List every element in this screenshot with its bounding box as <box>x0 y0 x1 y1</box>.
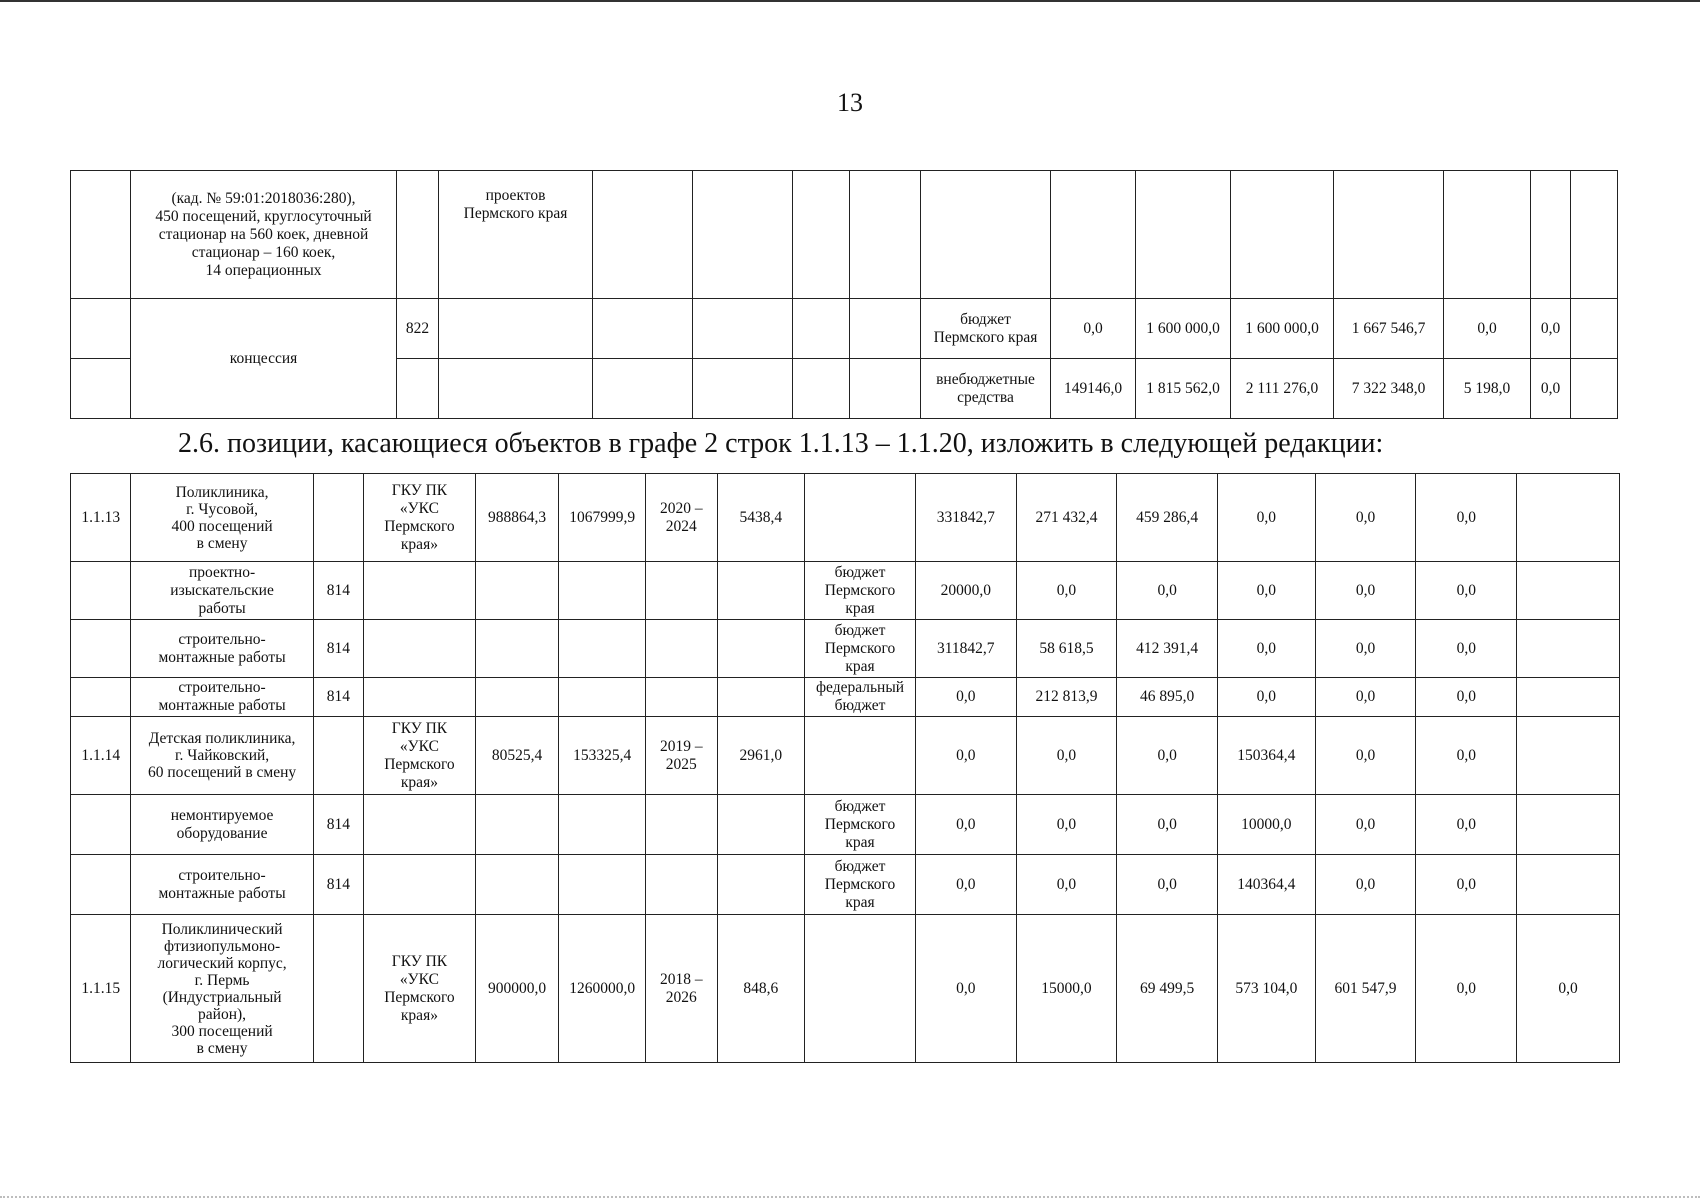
value-cell: 0,0 <box>1531 299 1571 359</box>
value-cell: 0,0 <box>1315 717 1416 795</box>
row-number: 1.1.13 <box>71 474 131 562</box>
value-cell: 149146,0 <box>1051 359 1136 419</box>
row-number: 1.1.14 <box>71 717 131 795</box>
row-number: 1.1.15 <box>71 915 131 1063</box>
value-cell: 459 286,4 <box>1117 474 1218 562</box>
value-cell: 46 895,0 <box>1117 678 1218 717</box>
funding-source: бюджет Пермского края <box>805 855 916 915</box>
budget-code: 814 <box>313 795 363 855</box>
cost-cell: 80525,4 <box>475 717 559 795</box>
value-cell <box>1517 620 1620 678</box>
value-cell: 0,0 <box>1016 795 1117 855</box>
value-cell <box>1517 678 1620 717</box>
value-cell: 0,0 <box>1416 474 1517 562</box>
value-cell: 311842,7 <box>915 620 1016 678</box>
object-name: Детская поликлиника, г. Чайковский, 60 посещений в смену <box>131 717 313 795</box>
value-cell: 5 198,0 <box>1444 359 1531 419</box>
area-cell: 2961,0 <box>717 717 805 795</box>
object-row <box>71 915 1620 1063</box>
value-cell: 0,0 <box>1315 474 1416 562</box>
customer-cell: ГКУ ПК «УКС Пермского края» <box>364 474 476 562</box>
value-cell: 20000,0 <box>915 562 1016 620</box>
value-cell: 271 432,4 <box>1016 474 1117 562</box>
value-cell: 15000,0 <box>1016 915 1117 1063</box>
value-cell: 0,0 <box>1117 717 1218 795</box>
value-cell: 0,0 <box>1315 620 1416 678</box>
value-cell: 0,0 <box>1016 562 1117 620</box>
value-cell: 140364,4 <box>1218 855 1316 915</box>
value-cell: 0,0 <box>1218 678 1316 717</box>
value-cell: 0,0 <box>1315 795 1416 855</box>
cost-cell: 153325,4 <box>559 717 646 795</box>
sub-row <box>71 795 1620 855</box>
object-row <box>71 717 1620 795</box>
value-cell <box>1517 474 1620 562</box>
customer-cell: ГКУ ПК «УКС Пермского края» <box>364 717 476 795</box>
value-cell: 0,0 <box>1416 795 1517 855</box>
value-cell: 0,0 <box>1444 299 1531 359</box>
work-type: строительно- монтажные работы <box>131 678 313 717</box>
object-name: Поликлиника, г. Чусовой, 400 посещений в смену <box>131 474 313 562</box>
value-cell: 412 391,4 <box>1117 620 1218 678</box>
value-cell: 1 667 546,7 <box>1334 299 1444 359</box>
cost-cell: 1067999,9 <box>559 474 646 562</box>
value-cell: 0,0 <box>1016 717 1117 795</box>
value-cell: 1 815 562,0 <box>1136 359 1231 419</box>
value-cell: 0,0 <box>1416 717 1517 795</box>
section-heading: 2.6. позиции, касающиеся объектов в графе 2 строк 1.1.13 – 1.1.20, изложить в следующей редакции: <box>178 428 1384 459</box>
objects-table <box>70 473 1620 1063</box>
value-cell: 0,0 <box>1416 915 1517 1063</box>
previous-table-continuation <box>70 170 1618 419</box>
value-cell: 0,0 <box>1016 855 1117 915</box>
page-number: 13 <box>837 88 863 117</box>
work-type: немонтируемое оборудование <box>131 795 313 855</box>
period-cell: 2019 – 2025 <box>646 717 718 795</box>
object-name: Поликлинический фтизиопульмоно- логический корпус, г. Пермь (Индустриальный район), 300 посещений в смену <box>131 915 313 1063</box>
sub-row <box>71 562 1620 620</box>
sub-row <box>71 620 1620 678</box>
funding-source: внебюджетные средства <box>921 359 1051 419</box>
value-cell: 0,0 <box>1416 620 1517 678</box>
value-cell: 2 111 276,0 <box>1231 359 1334 419</box>
value-cell: 0,0 <box>1315 562 1416 620</box>
value-cell: 331842,7 <box>915 474 1016 562</box>
value-cell <box>1517 855 1620 915</box>
scan-bottom-edge <box>0 1196 1700 1198</box>
funding-source: федеральный бюджет <box>805 678 916 717</box>
object-row <box>71 474 1620 562</box>
work-type: строительно- монтажные работы <box>131 620 313 678</box>
object-description: (кад. № 59:01:2018036:280), 450 посещений, круглосуточный стационар на 560 коек, дневной стационар – 160 коек, 14 операционных <box>131 171 397 299</box>
value-cell: 0,0 <box>1416 562 1517 620</box>
value-cell: 0,0 <box>1117 855 1218 915</box>
value-cell: 7 322 348,0 <box>1334 359 1444 419</box>
cost-cell: 1260000,0 <box>559 915 646 1063</box>
cost-cell: 988864,3 <box>475 474 559 562</box>
area-cell: 5438,4 <box>717 474 805 562</box>
cost-cell: 900000,0 <box>475 915 559 1063</box>
value-cell: 0,0 <box>1218 562 1316 620</box>
customer-cell: проектов Пермского края <box>439 171 593 299</box>
budget-code: 814 <box>313 855 363 915</box>
funding-source: бюджет Пермского края <box>805 620 916 678</box>
value-cell: 0,0 <box>1416 855 1517 915</box>
table-row <box>71 171 1618 299</box>
value-cell <box>1517 717 1620 795</box>
value-cell: 601 547,9 <box>1315 915 1416 1063</box>
value-cell: 69 499,5 <box>1117 915 1218 1063</box>
value-cell <box>1517 795 1620 855</box>
concession-label: концессия <box>131 299 397 419</box>
funding-source: бюджет Пермского края <box>805 562 916 620</box>
value-cell: 150364,4 <box>1218 717 1316 795</box>
value-cell: 0,0 <box>1117 562 1218 620</box>
value-cell: 573 104,0 <box>1218 915 1316 1063</box>
value-cell: 0,0 <box>1315 855 1416 915</box>
value-cell: 0,0 <box>1416 678 1517 717</box>
budget-code: 822 <box>397 299 439 359</box>
table-row <box>71 299 1618 359</box>
value-cell: 58 618,5 <box>1016 620 1117 678</box>
value-cell: 212 813,9 <box>1016 678 1117 717</box>
value-cell: 0,0 <box>1117 795 1218 855</box>
value-cell: 0,0 <box>1218 474 1316 562</box>
period-cell: 2020 – 2024 <box>646 474 718 562</box>
budget-code: 814 <box>313 562 363 620</box>
value-cell: 0,0 <box>915 795 1016 855</box>
value-cell: 0,0 <box>1218 620 1316 678</box>
value-cell: 10000,0 <box>1218 795 1316 855</box>
value-cell: 0,0 <box>1315 678 1416 717</box>
area-cell: 848,6 <box>717 915 805 1063</box>
value-cell: 0,0 <box>915 855 1016 915</box>
customer-cell: ГКУ ПК «УКС Пермского края» <box>364 915 476 1063</box>
value-cell: 0,0 <box>915 915 1016 1063</box>
sub-row <box>71 855 1620 915</box>
value-cell: 0,0 <box>1531 359 1571 419</box>
work-type: строительно- монтажные работы <box>131 855 313 915</box>
value-cell: 0,0 <box>915 717 1016 795</box>
value-cell: 1 600 000,0 <box>1231 299 1334 359</box>
value-cell <box>1517 562 1620 620</box>
funding-source: бюджет Пермского края <box>921 299 1051 359</box>
value-cell: 0,0 <box>915 678 1016 717</box>
sub-row <box>71 678 1620 717</box>
funding-source: бюджет Пермского края <box>805 795 916 855</box>
value-cell: 0,0 <box>1051 299 1136 359</box>
budget-code: 814 <box>313 620 363 678</box>
value-cell: 0,0 <box>1517 915 1620 1063</box>
budget-code: 814 <box>313 678 363 717</box>
period-cell: 2018 – 2026 <box>646 915 718 1063</box>
work-type: проектно- изыскательские работы <box>131 562 313 620</box>
scan-top-edge <box>0 0 1700 2</box>
value-cell: 1 600 000,0 <box>1136 299 1231 359</box>
